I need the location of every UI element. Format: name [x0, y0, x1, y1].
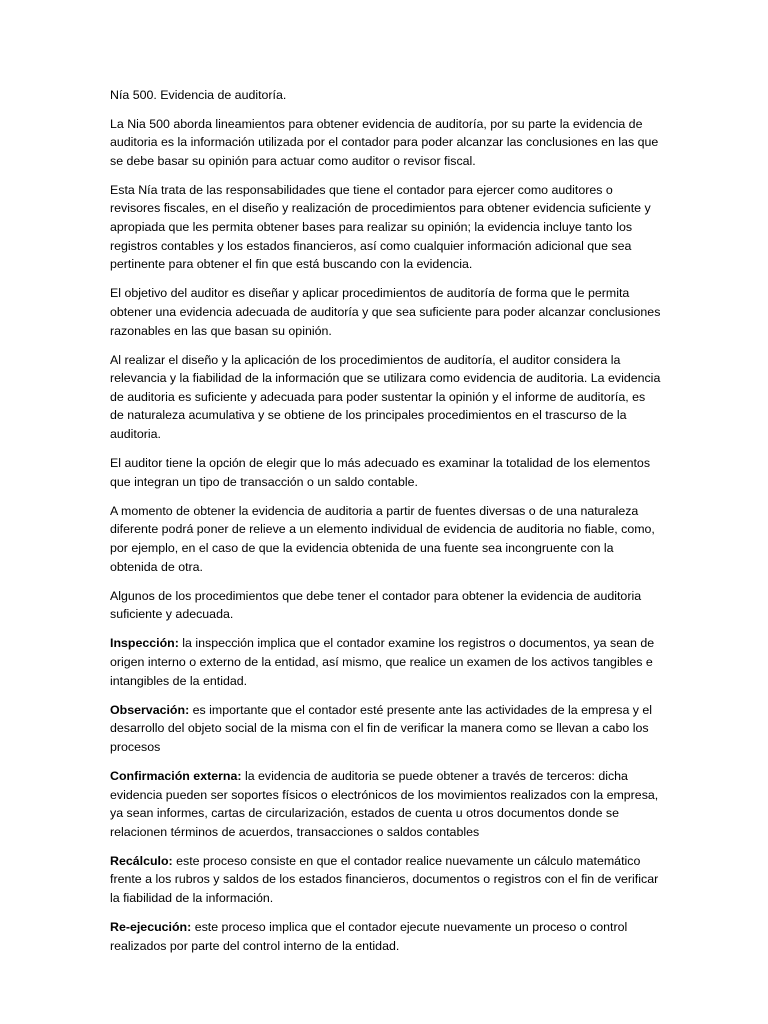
procedure-term: Observación: — [110, 702, 190, 717]
procedure-recalculation — [110, 852, 662, 908]
procedure-term: Recálculo: — [110, 853, 173, 868]
procedure-text: este proceso implica que el contador ejecute nuevamente un proceso o control realizados por parte del control interno de la entidad. — [110, 920, 628, 953]
paragraph-sources: A momento de obtener la evidencia de auditoria a partir de fuentes diversas o de una naturaleza diferente podrá poner de relieve a un elemento individual de evidencia de auditoria no fiable, como, por ejemplo, en el caso de que la evidencia obtenida de una fuente sea incongruente con la obtenida de otra. — [110, 503, 655, 574]
procedure-term: Confirmación externa: — [110, 768, 242, 783]
paragraph-intro: La Nia 500 aborda lineamientos para obtener evidencia de auditoría, por su parte la evidencia de auditoria es la información utilizada por el contador para poder alcanzar las conclusiones en las que se debe basar su opinión para actuar como auditor o revisor fiscal. — [110, 116, 659, 168]
procedure-observation — [110, 701, 662, 757]
paragraph-procedures-intro: Algunos de los procedimientos que debe tener el contador para obtener la evidencia de auditoria suficiente y adecuada. — [110, 588, 642, 622]
procedure-external-confirmation — [110, 767, 662, 841]
procedure-text: es importante que el contador esté presente ante las actividades de la empresa y el desarrollo del objeto social de la misma con el fin de verificar la manera como se llevan a cabo los procesos — [110, 702, 653, 754]
procedure-text: la evidencia de auditoria se puede obtener a través de terceros: dicha evidencia pueden ser soportes físicos o electrónicos de los movimientos realizados con la empresa, ya sean informes, cartas de circularización, estados de cuenta u otros documentos donde se relacionen términos de acuerdos, transacciones o saldos contables — [110, 768, 659, 839]
procedure-inspection — [110, 634, 662, 690]
paragraph-design: Al realizar el diseño y la aplicación de los procedimientos de auditoría, el auditor considera la relevancia y la fiabilidad de la información que se utilizara como evidencia de auditoria. La evidencia de auditoria es suficiente y adecuada para poder sustentar la opinión y el informe de auditoría, es de naturaleza acumulativa y se obtiene de los principales procedimientos en el trascurso de la auditoria. — [110, 352, 661, 441]
procedure-term: Inspección: — [110, 636, 179, 651]
procedure-text: este proceso consiste en que el contador realice nuevamente un cálculo matemático frente a los rubros y saldos de los estados financieros, documentos o registros con el fin de verificar la fiabilidad de la información. — [110, 853, 659, 905]
procedure-reperformance — [110, 918, 662, 955]
paragraph-totality: El auditor tiene la opción de elegir que lo más adecuado es examinar la totalidad de los elementos que integran un tipo de transacción o un saldo contable. — [110, 456, 651, 489]
paragraph-objective: El objetivo del auditor es diseñar y aplicar procedimientos de auditoría de forma que le permita obtener una evidencia adecuada de auditoría y que sea suficiente para poder alcanzar conclusiones razonables en las que basan su opinión. — [110, 286, 661, 338]
procedure-text: la inspección implica que el contador examine los registros o documentos, ya sean de origen interno o externo de la entidad, así mismo, que realice un examen de los activos tangibles e intangibles de la entidad. — [110, 636, 655, 688]
document-page — [110, 86, 662, 966]
paragraph-responsibilities: Esta Nía trata de las responsabilidades que tiene el contador para ejercer como auditores o revisores fiscales, en el diseño y realización de procedimientos para obtener evidencia suficiente y apropiada que les permita obtener bases para realizar su opinión; la evidencia incluye tanto los registros contables y los estados financieros, así como cualquier información adicional que sea pertinente para obtener el fin que está buscando con la evidencia. — [110, 182, 651, 272]
document-title: Nía 500. Evidencia de auditoría. — [110, 88, 287, 102]
procedure-term: Re-ejecución: — [110, 920, 192, 935]
